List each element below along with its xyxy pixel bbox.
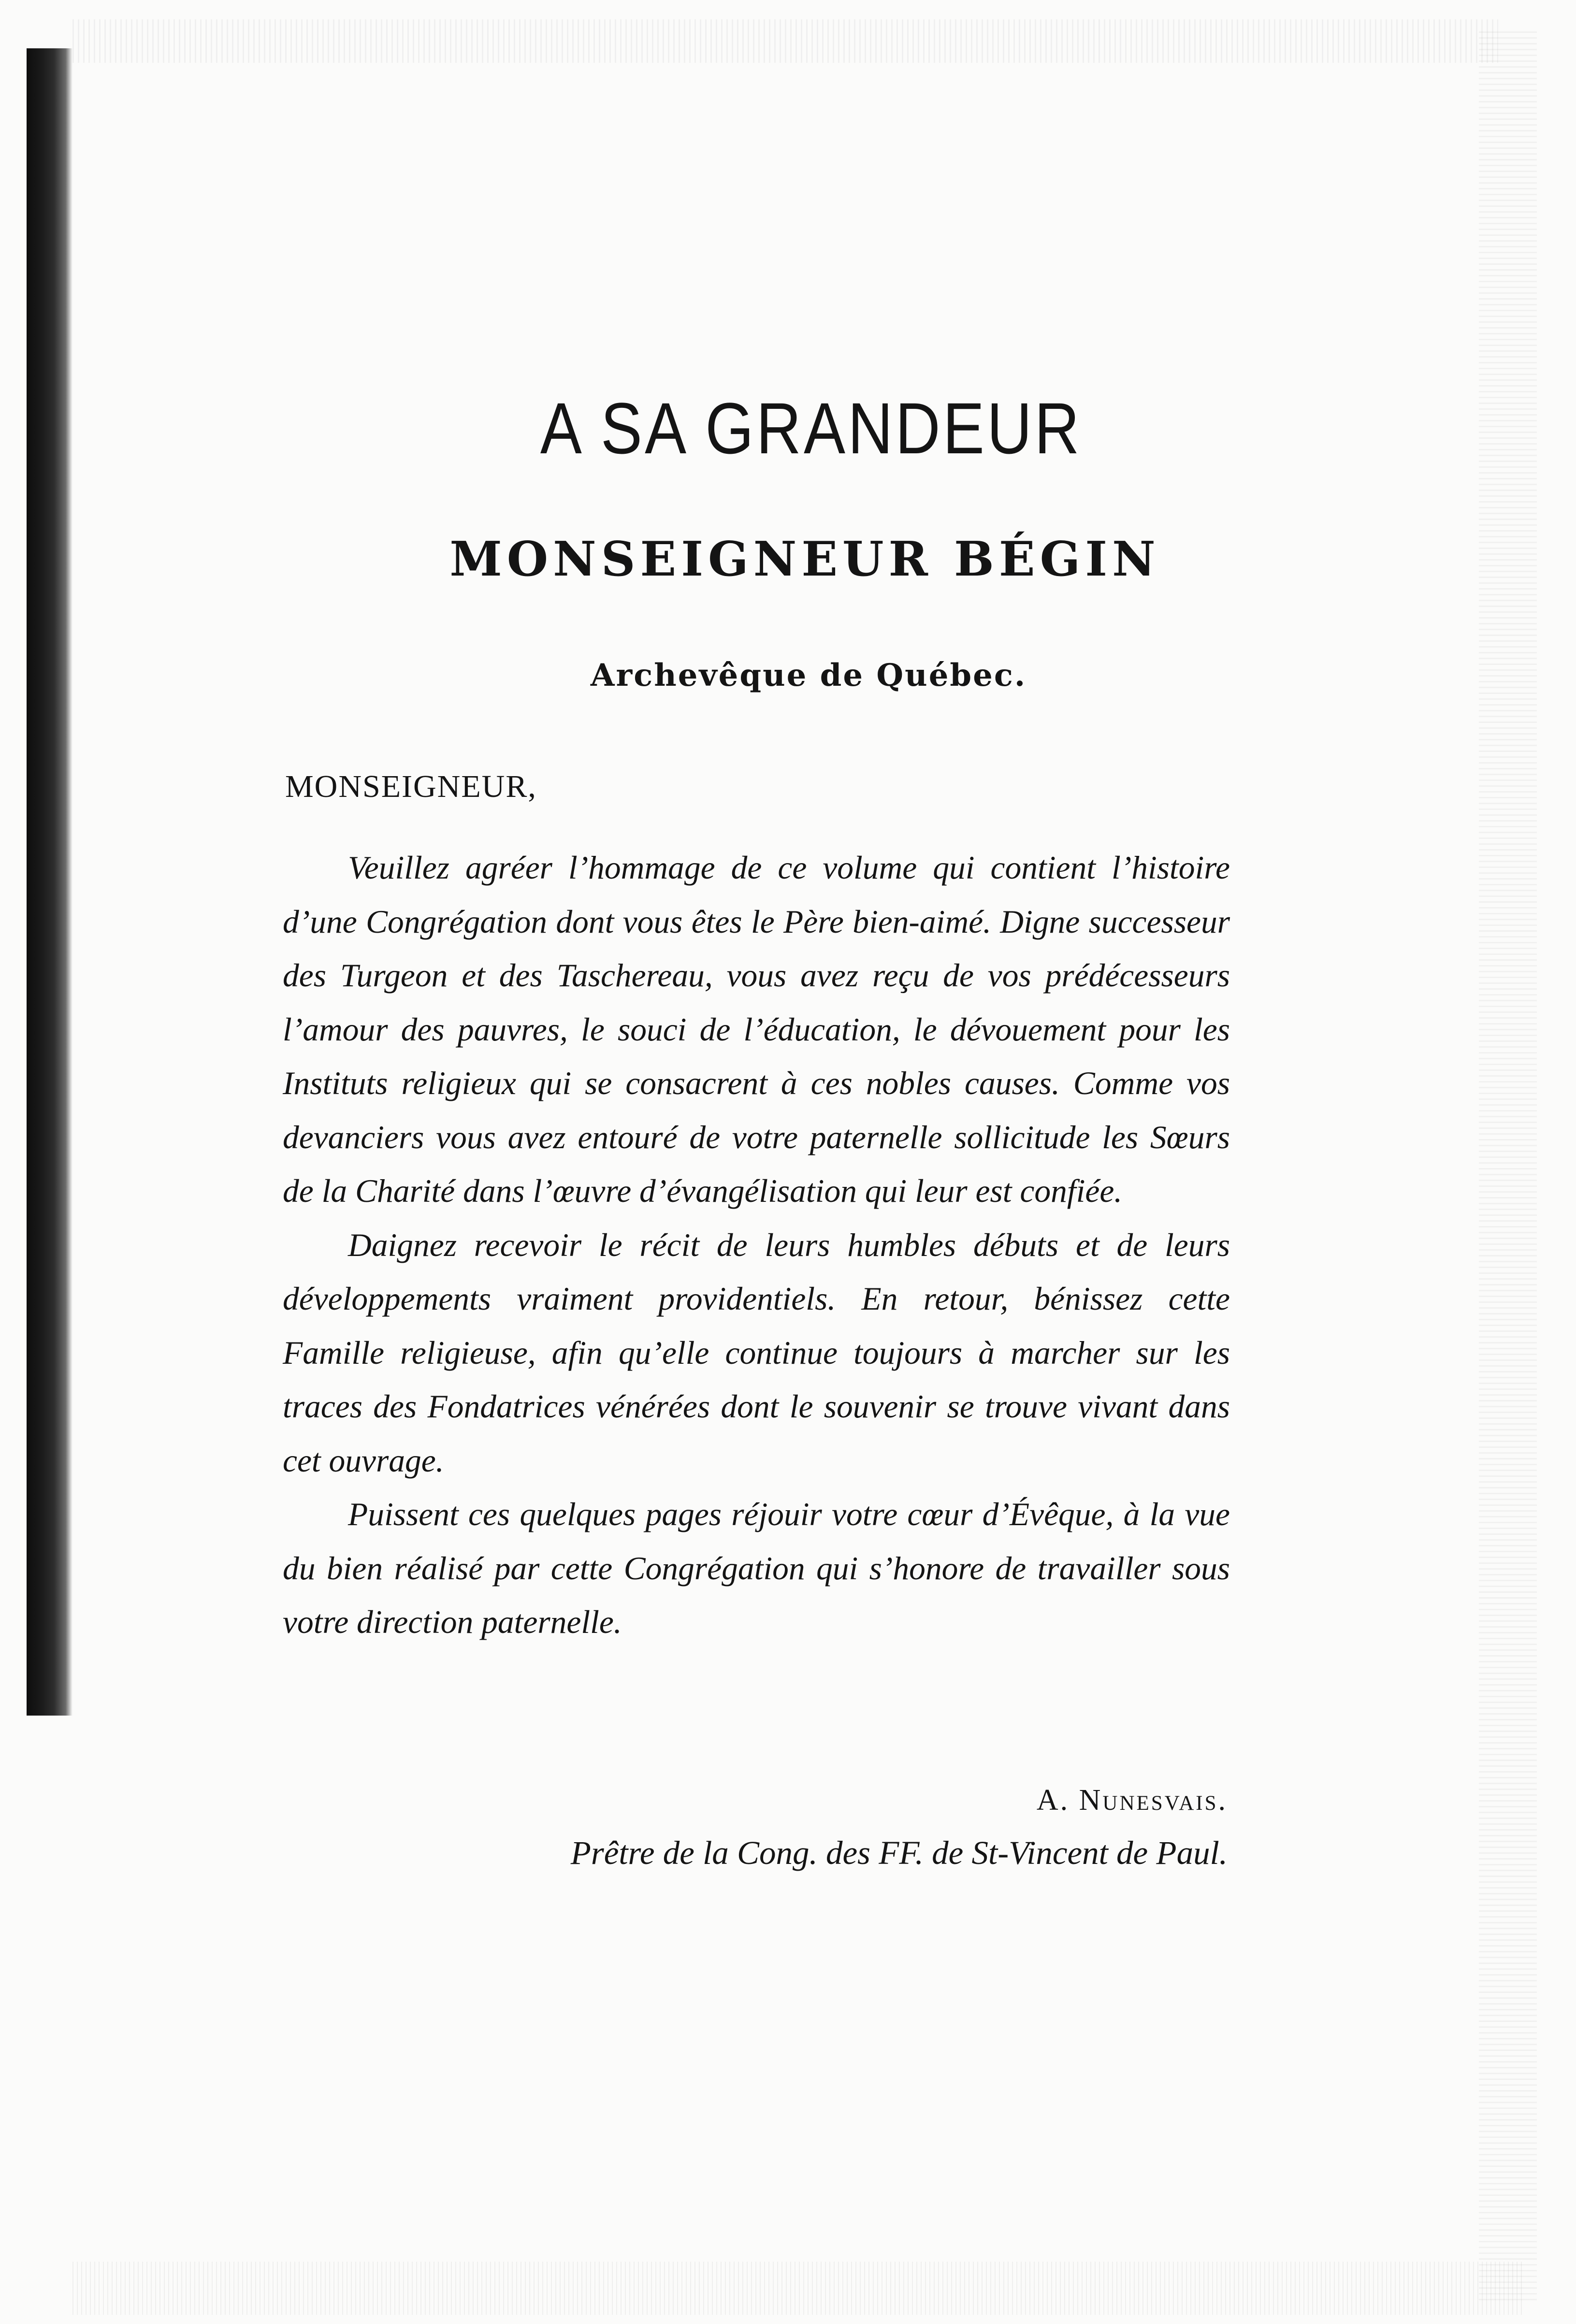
- dedication-office: Archevêque de Québec.: [590, 657, 1027, 693]
- scan-noise-bottom: [72, 2262, 1522, 2315]
- letter-salutation: MONSEIGNEUR,: [285, 769, 537, 804]
- dedication-addressee: MONSEIGNEUR BÉGIN: [449, 532, 1160, 587]
- scan-noise-top: [72, 19, 1498, 63]
- scan-noise-right: [1479, 29, 1537, 2300]
- letter-paragraph: Veuillez agréer l’hommage de ce volume qui contient l’histoire d’une Congrégation dont vous êtes le Père bien-aimé. Digne successeur des Turgeon et des Taschereau, vous avez reçu de vos prédécesseurs l’amour des pauvres, le souci de l’éducation, le dévouement pour les Instituts religieux qui se consacrent à ces nobles causes. Comme vos devanciers vous avez entouré de votre paternelle sollicitude les Sœurs de la Charité dans l’œuvre d’évangélisation qui leur est confiée.: [283, 850, 1230, 1209]
- signatory-affiliation: Prêtre de la Cong. des FF. de St-Vincent de Paul.: [570, 1834, 1228, 1871]
- letter-body: [283, 841, 1230, 1649]
- binding-edge-shadow: [27, 48, 72, 1716]
- letter-paragraph: Daignez recevoir le récit de leurs humbles débuts et de leurs développements vraiment providentiels. En retour, bénissez cette Famille religieuse, afin qu’elle continue toujours à marcher sur les traces des Fondatrices vénérées dont le souvenir se trouve vivant dans cet ouvrage.: [283, 1227, 1230, 1479]
- dedication-title: A SA GRANDEUR: [540, 388, 1082, 469]
- letter-signature: A. Nunesvais.: [1036, 1784, 1228, 1817]
- letter-paragraph: Puissent ces quelques pages réjouir votre cœur d’Évêque, à la vue du bien réalisé par cette Congrégation qui s’honore de travailler sous votre direction paternelle.: [283, 1496, 1230, 1640]
